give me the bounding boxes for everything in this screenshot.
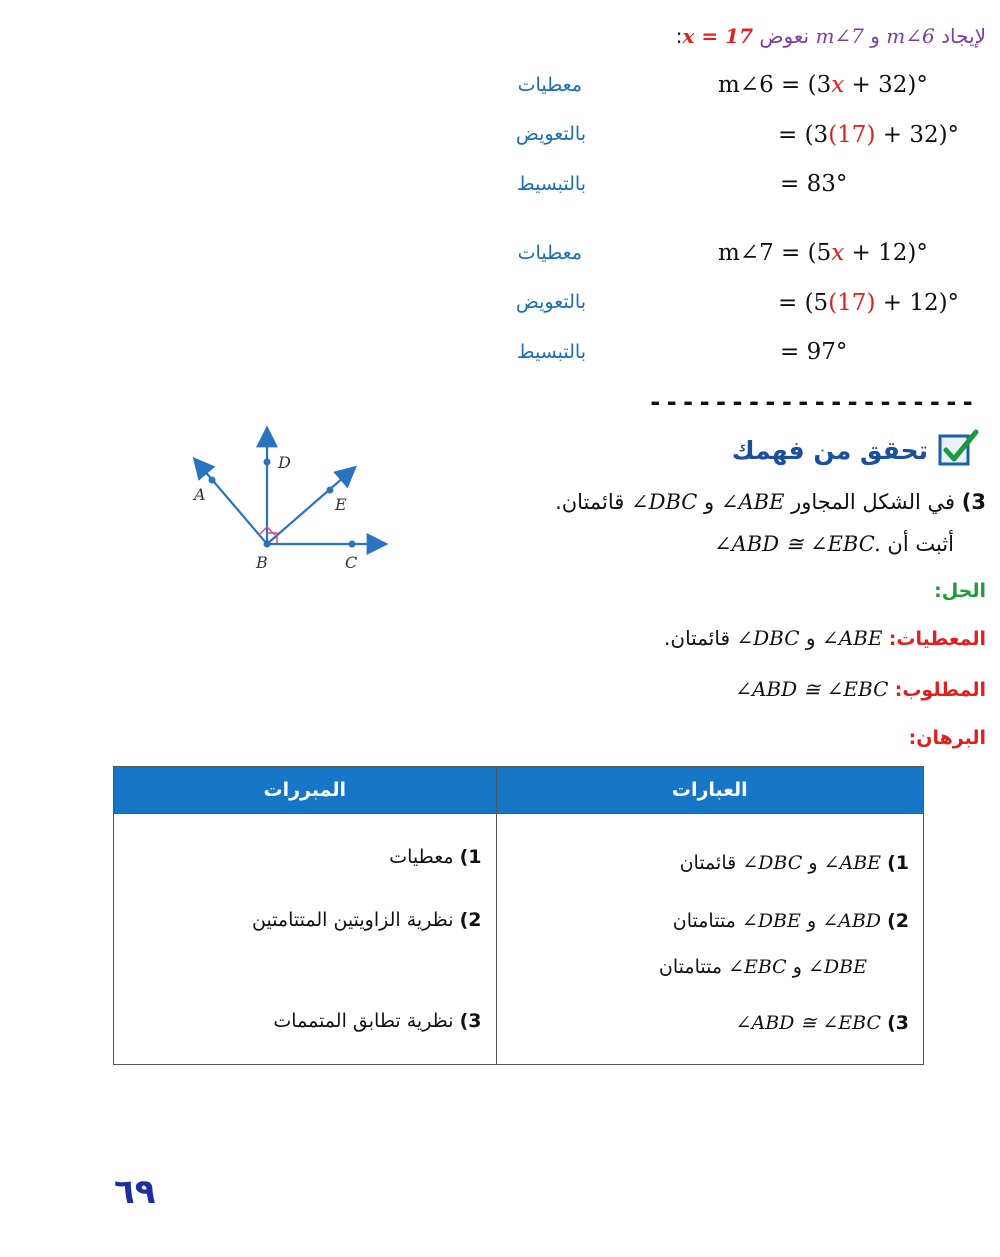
intro-line <box>676 24 986 48</box>
statement-1-text: قائمتان <box>679 852 737 874</box>
eq1-line2-left: = (3 <box>778 122 829 148</box>
problem-angle-dbc: ∠DBC <box>631 490 698 514</box>
statement-2-and: و <box>806 910 817 932</box>
check-title: تحقق من فهمك <box>731 436 928 465</box>
reason-num-3: 3) <box>459 1010 482 1032</box>
problem-number: 3) <box>961 490 986 514</box>
eq1-line2 <box>778 122 959 148</box>
reason-text-2: نظرية الزاويتين المتتامتين <box>252 909 454 931</box>
eq2-line1-x: x <box>831 240 845 266</box>
statement-row-1 <box>680 852 909 874</box>
solution-heading: الحل: <box>934 580 986 602</box>
eq2-label-simplify: بالتبسيط <box>516 341 586 363</box>
eq2-line1 <box>718 240 928 266</box>
eq1-line3: = 83° <box>780 171 848 197</box>
intro-prefix: لإيجاد <box>941 24 986 48</box>
eq2-line2-value: (17) <box>828 290 876 316</box>
eq2-line2-right: + 12)° <box>875 290 960 316</box>
given-angle-dbc: ∠DBC <box>736 626 800 650</box>
statement-num-3: 3) <box>887 1012 909 1034</box>
point-a <box>209 477 216 484</box>
dashed-divider: -------------------- <box>648 388 977 416</box>
eq1-label-substitution: بالتعويض <box>515 123 586 145</box>
point-b <box>264 541 271 548</box>
reason-text-1: معطيات <box>389 846 454 868</box>
eq2-label-substitution: بالتعويض <box>515 291 586 313</box>
header-statements: العبارات <box>496 767 923 814</box>
statement-row-3 <box>736 1012 909 1034</box>
eq1-line2-right: + 32)° <box>875 122 960 148</box>
problem-text-b: قائمتان. <box>555 490 625 514</box>
eq2-line1-right: + 12)° <box>844 240 928 266</box>
label-a: A <box>194 485 206 504</box>
statement-2-text: متتامتان <box>672 910 736 932</box>
eq1-label-simplify: بالتبسيط <box>516 173 586 195</box>
intro-substitute: نعوض <box>759 24 810 48</box>
eq2-line2 <box>778 290 959 316</box>
statements-cell <box>496 814 923 1065</box>
statement-num-1: 1) <box>887 852 909 874</box>
eq1-label-given: معطيات <box>517 74 582 96</box>
angle-figure <box>180 420 400 580</box>
required-math: ∠ABD ≅ ∠EBC <box>735 677 889 701</box>
eq1-line1-x: x <box>831 72 845 98</box>
page-number: ٦٩ <box>114 1172 156 1212</box>
label-e: E <box>335 495 347 514</box>
eq1-line1 <box>718 72 928 98</box>
given-text: قائمتان. <box>664 626 731 650</box>
problem-text-a: في الشكل المجاور <box>791 490 956 514</box>
statement-1-and: و <box>808 852 818 874</box>
statement-2b-text: متتامتان <box>658 956 723 978</box>
intro-x-value: x = 17 <box>682 24 753 48</box>
problem-prove: أثبت أن <box>887 532 954 556</box>
statement-row-2 <box>673 910 909 932</box>
eq1-line1-left: m∠6 = (3 <box>718 72 832 98</box>
eq2-line2-left: = (5 <box>778 290 829 316</box>
problem-angle-abe: ∠ABE <box>720 490 785 514</box>
intro-m6: m∠6 <box>886 24 935 48</box>
statement-2-angle-a: ∠ABD <box>822 910 882 932</box>
reason-row-2 <box>252 909 482 931</box>
reason-num-1: 1) <box>459 846 482 868</box>
given-label: المعطيات: <box>888 628 986 650</box>
statement-1-angle-b: ∠DBC <box>742 852 803 874</box>
statement-3-math: ∠ABD ≅ ∠EBC <box>735 1012 882 1034</box>
statement-1-angle-a: ∠ABE <box>823 852 882 874</box>
problem-line-2 <box>714 532 954 556</box>
given-angle-abe: ∠ABE <box>821 626 883 650</box>
point-d <box>264 459 271 466</box>
reason-row-1 <box>389 846 481 868</box>
intro-colon: : <box>675 24 683 48</box>
given-line <box>664 626 986 650</box>
label-c: C <box>345 553 358 572</box>
statement-row-2b <box>659 956 867 978</box>
problem-line-1 <box>555 490 986 514</box>
proof-table <box>113 766 924 1065</box>
proof-label: البرهان: <box>908 727 986 749</box>
ray-ba <box>197 462 267 544</box>
eq1-line1-right: + 32)° <box>844 72 928 98</box>
label-b: B <box>256 553 268 572</box>
given-and: و <box>805 626 816 650</box>
statement-2-angle-b: ∠DBE <box>741 910 801 932</box>
statement-2b-and: و <box>792 956 802 978</box>
statement-num-2: 2) <box>887 910 909 932</box>
statement-2b-angle-a: ∠DBE <box>808 956 867 978</box>
reasons-cell <box>114 814 497 1065</box>
eq2-line3: = 97° <box>780 339 848 365</box>
problem-prove-math: ∠ABD ≅ ∠EBC. <box>714 532 881 556</box>
point-e <box>327 487 334 494</box>
eq2-line1-left: m∠7 = (5 <box>718 240 832 266</box>
eq1-line2-value: (17) <box>828 122 876 148</box>
statement-2b-angle-b: ∠EBC <box>728 956 787 978</box>
problem-and: و <box>704 490 715 514</box>
required-label: المطلوب: <box>894 679 986 701</box>
header-reasons: المبررات <box>114 767 497 814</box>
reason-row-3 <box>273 1010 481 1032</box>
intro-m7: m∠7 <box>815 24 864 48</box>
point-c <box>349 541 356 548</box>
label-d: D <box>278 453 291 472</box>
required-line <box>735 677 986 701</box>
intro-and: و <box>870 24 880 48</box>
reason-text-3: نظرية تطابق المتممات <box>273 1010 454 1032</box>
checkbox-icon <box>936 428 984 472</box>
reason-num-2: 2) <box>459 909 482 931</box>
eq2-label-given: معطيات <box>517 242 582 264</box>
